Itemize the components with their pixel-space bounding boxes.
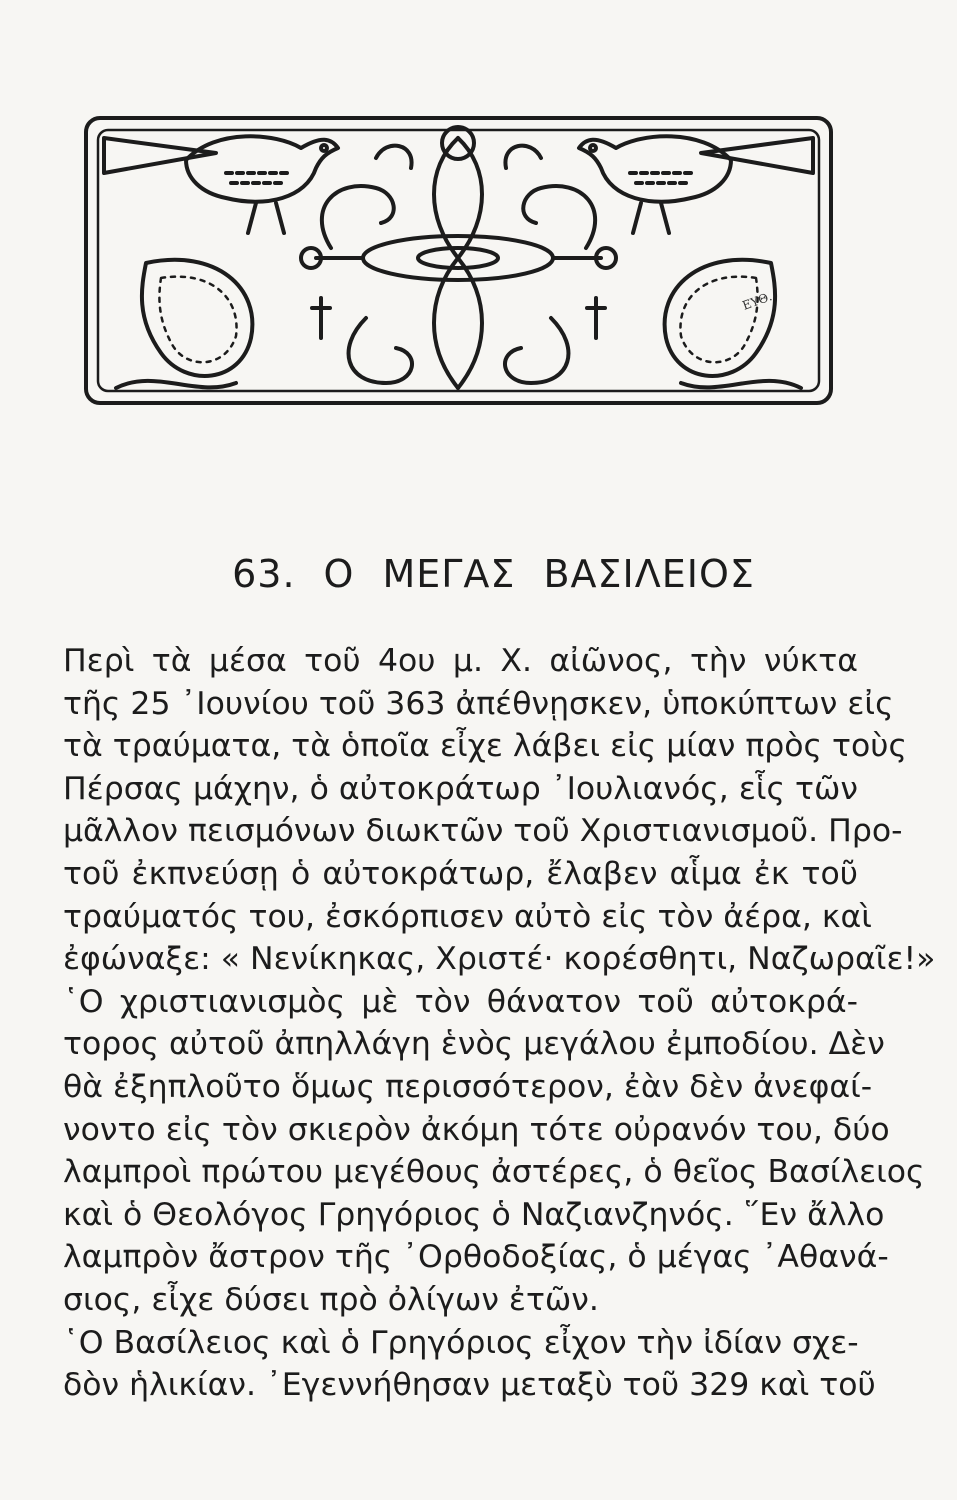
text-line: Περὶ τὰ μέσα τοῦ 4ου μ. Χ. αἰῶνος, τὴν νύκτα (63, 643, 858, 679)
text-line: καὶ ὁ Θεολόγος Γρηγόριος ὁ Ναζιανζηνός. ῞Εν ἄλλο (63, 1196, 885, 1233)
text-line: ἐφώναξε: « Νενίκηκας, Χριστέ· κορέσθητι, Ναζωραῖε!» (63, 941, 936, 978)
text-line: δὸν ἡλικίαν. ᾿Εγεννήθησαν μεταξὺ τοῦ 329 καὶ τοῦ (63, 1367, 876, 1404)
text-line: ῾Ο Βασίλειος καὶ ὁ Γρηγόριος εἶχον τὴν ἰδίαν σχε- (63, 1324, 859, 1361)
text-line: σιος, εἶχε δύσει πρὸ ὀλίγων ἐτῶν. (63, 1281, 599, 1318)
chapter-title-word: ΒΑΣΙΛΕΙΟΣ (543, 552, 755, 596)
text-line: τορος αὐτοῦ ἀπηλλάγη ἑνὸς μεγάλου ἐμποδίου. Δὲν (63, 1026, 885, 1063)
text-line: θὰ ἐξηπλοῦτο ὅμως περισσότερον, ἐὰν δὲν ἀνεφαί- (63, 1068, 873, 1105)
chapter-body (63, 640, 936, 1407)
chapter-title-word: Ο (323, 552, 355, 596)
text-line: λαμπροὶ πρώτου μεγέθους ἀστέρες, ὁ θεῖος Βασίλειος (63, 1154, 925, 1191)
text-line: Πέρσας μάχην, ὁ αὐτοκράτωρ ᾿Ιουλιανός, εἷς τῶν (63, 770, 858, 807)
text-line: μᾶλλον πεισμόνων διωκτῶν τοῦ Χριστιανισμοῦ. Προ- (63, 813, 903, 850)
text-line: λαμπρὸν ἄστρον τῆς ᾿Ορθοδοξίας, ὁ μέγας ᾿Αθανά- (63, 1239, 889, 1276)
chapter-heading (0, 552, 957, 596)
byzantine-headpiece-ornament-icon (76, 98, 841, 418)
text-line: τῆς 25 ᾿Ιουνίου τοῦ 363 ἀπέθνῃσκεν, ὑποκύπτων εἰς (63, 685, 894, 722)
text-line: ῾Ο χριστιανισμὸς μὲ τὸν θάνατον τοῦ αὐτοκρά- (63, 983, 858, 1020)
chapter-number: 63. (232, 552, 296, 596)
text-line: τοῦ ἐκπνεύσῃ ὁ αὐτοκράτωρ, ἔλαβεν αἷμα ἐκ τοῦ (63, 855, 858, 892)
text-line: τραύματός του, ἐσκόρπισεν αὐτὸ εἰς τὸν ἀέρα, καὶ (63, 898, 872, 935)
text-line: τὰ τραύματα, τὰ ὁποῖα εἶχε λάβει εἰς μίαν πρὸς τοὺς (63, 728, 908, 765)
text-line: νοντο εἰς τὸν σκιερὸν ἀκόμη τότε οὐρανόν του, δύο (63, 1111, 890, 1148)
ornamental-headpiece (76, 98, 841, 418)
chapter-title-word: ΜΕΓΑΣ (382, 552, 516, 596)
ornament-signature: ΕΥΘ. (740, 289, 774, 313)
